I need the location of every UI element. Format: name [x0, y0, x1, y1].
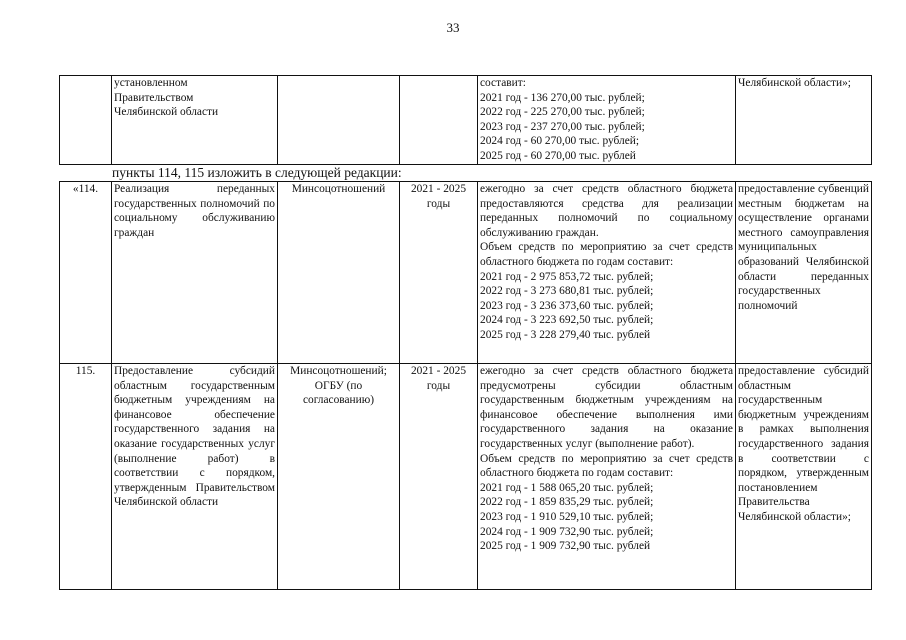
executor-cell: Минсоцотношений; ОГБУ (по согласованию)	[278, 364, 400, 590]
result-cell: предоставление субвенций местным бюджетам на осуществление органами местного самоуправления муниципальных образований Челябинской области переданных государственных полномочий	[736, 182, 872, 364]
name-cell: Предоставление субсидий областным государственным бюджетным учреждениям на финансовое обеспечение государственного задания на оказание государственных услуг (выполнение работ) в соответствии с порядком, утвержденным Правительством Челябинской области	[112, 364, 278, 590]
name-cell: установленном Правительством Челябинской области	[112, 76, 278, 165]
num-cell	[60, 76, 112, 165]
result-cell: предоставление субсидий областным государственным бюджетным учреждениям в рамках выполнения государственного задания в соответствии с порядком, утвержденным постановлением Правительства Челябинской области»;	[736, 364, 872, 590]
result-cell: Челябинской области»;	[736, 76, 872, 165]
executor-cell: Минсоцотношений	[278, 182, 400, 364]
table-row	[60, 182, 872, 364]
period-cell: 2021 - 2025 годы	[400, 182, 478, 364]
main-table	[59, 181, 872, 590]
period-cell: 2021 - 2025 годы	[400, 364, 478, 590]
executor-cell	[278, 76, 400, 165]
period-cell	[400, 76, 478, 165]
num-cell: 115.	[60, 364, 112, 590]
name-cell: Реализация переданных государственных полномочий по социальному обслуживанию граждан	[112, 182, 278, 364]
table-row	[60, 76, 872, 165]
edit-note: пункты 114, 115 изложить в следующей редакции:	[112, 165, 402, 180]
top-table-fragment	[59, 75, 872, 165]
num-cell: «114.	[60, 182, 112, 364]
funding-cell: ежегодно за счет средств областного бюджета предусмотрены субсидии областным государственным бюджетным учреждениям на финансовое обеспечение выполнения ими государственного задания на оказание государственных услуг (выполнение работ). Объем средств по мероприятию за счет средств областного бюджета по годам составит: 2021 год - 1 588 065,20 тыс. рублей; 2022 год - 1 859 835,29 тыс. рублей; 2023 год - 1 910 529,10 тыс. рублей; 2024 год - 1 909 732,90 тыс. рублей; 2025 год - 1 909 732,90 тыс. рублей	[478, 364, 736, 590]
funding-cell: ежегодно за счет средств областного бюджета предоставляются средства для реализации переданных полномочий по социальному обслуживанию граждан. Объем средств по мероприятию за счет средств областного бюджета по годам составит: 2021 год - 2 975 853,72 тыс. рублей; 2022 год - 3 273 680,81 тыс. рублей; 2023 год - 3 236 373,60 тыс. рублей; 2024 год - 3 223 692,50 тыс. рублей; 2025 год - 3 228 279,40 тыс. рублей	[478, 182, 736, 364]
page-number: 33	[446, 20, 460, 35]
table-row	[60, 364, 872, 590]
funding-cell: составит: 2021 год - 136 270,00 тыс. рублей; 2022 год - 225 270,00 тыс. рублей; 2023 год - 237 270,00 тыс. рублей; 2024 год - 60 270,00 тыс. рублей; 2025 год - 60 270,00 тыс. рублей	[478, 76, 736, 165]
